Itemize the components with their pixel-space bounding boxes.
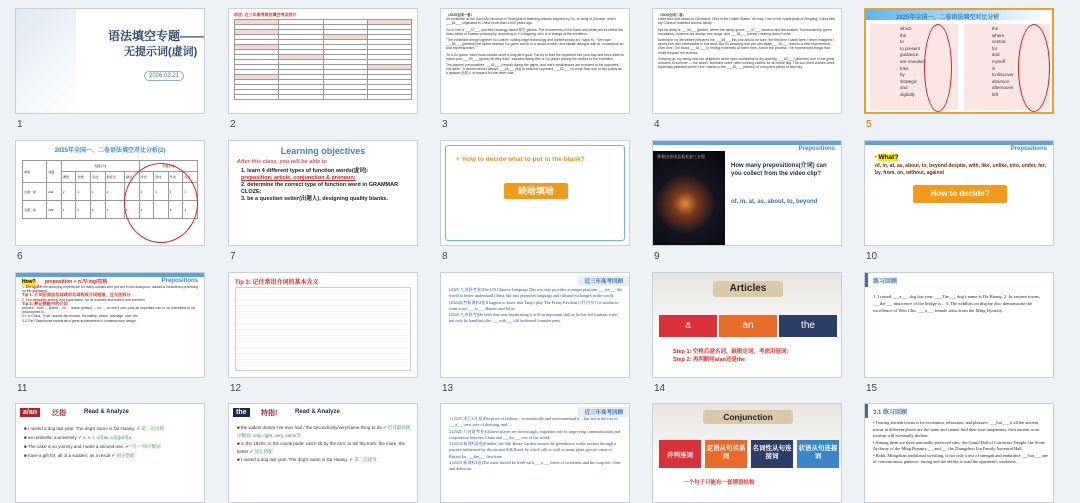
stats-table [234,19,412,100]
slide-body: ■ I raised a dog last year. The dog's name is Da Huang. ✔ 第一次出现 ■ an umbrella; a university ✔ a, e, i, o用an; u发/ju/用a ■ The cake is so yummy and I want a second one. ✔ "另一"的序数词 ■ have a gift for; all of a sudden; as a result ✔ 固定搭配 [24,426,164,458]
slide-title: 近三年高考回顾 [578,407,629,417]
slide-number: 4 [654,119,660,130]
slide-thumbnail-3[interactable]: （2025全国一卷） An exhibition at the Jiuzhi Art Museum in Shanghai is featuring artwork inspired by Go, or weiqi in Chinese, which ___56___ originated in China more than 4,000 years ago. Go is one of ___57___ (ancient) strategy-based 棋类 games. The movements of the black and white pieces reflect the basic ideas of Eastern philosophy, according to Yu Ningning, who is in charge of the exhibition. "The exhibition brings together Go culture, cutting-edge technology and contemporary art," says Yu. "We hope ___58___ (present) the rather abstract Go game and AI in a visual context, and initiate dialogue with AI, conceptual art and expressionism." "In a Go game, each move should serve a long-term goal. You try to lead the opponent into your trap and force them to follow your ___59___ (guide) till they lead," explains Wang Wei, a Go player among the visitors to the exhibition. The players' personalities ___60___ (reveal) during the game, and one's weaknesses are exposed to the opponent," she adds. "A decent winner always ___61___ (try) to beat the opponent ___62___ no more than one or two points as a gesture 他展示 of respect for the other side." [440,8,630,114]
answer-list-left: which the to to present guidance are revealed tries by strategic and digitally [900,26,926,97]
slide-button: 缺啥填啥 [504,183,568,199]
slide-thumbnail-11[interactable] [15,272,205,378]
slide-thumbnail-13[interactable] [440,272,630,378]
slide-number: 1 [17,119,23,130]
video-caption: 带着这首诗去看长安三万里 [657,154,705,159]
slide-thumbnail-2[interactable] [228,8,418,114]
slide-steps: Step 1: 空格后是名词，缺限定词，考虑用冠词; Step 2: 再判断用a/an还是the [673,349,789,363]
slide-number: 10 [866,251,878,262]
slide-title: Tip 3: 记住常用介词的基本含义 [235,280,319,286]
video-still [653,151,725,246]
slide-title: 泛指 [52,410,66,417]
slide-title: 3.1 练习回顾 [873,410,908,416]
slide-thumbnail-17[interactable] [228,403,418,503]
slide-question: How many prepositions(介词) can you collect from the video clip? [731,163,827,177]
slide-subtitle: Read & Analyze [295,409,340,415]
slide-title: 近三年高考回顾 [578,276,629,286]
answer-list-right: the where central for and myself is to discover absence afternoons left [992,26,1014,97]
slide-number: 6 [17,251,23,262]
slide-number: 14 [654,383,666,394]
slide-body: 1.(2025·浙江1月卷)The price of fashion – economically and environmentally – has led to the rise of ___a___ new way of dressing, and … 2.(2025·九省联考卷)Chinese player are increasingly important role in improving communication and cooperation between China and ___the___ rest of the world. 3.(2024·新课标II卷)Further, the Silk Route Garden around the greenhouse walks visitors through a journey influenced by the ancient Silk Road, by which silk as well as many plant species came to Britain for ___the___ first time. 4.(2023·新课标I卷)The meal should be fresh with ___a___ touch of sweetness and the soup hot, clear and delicious. [449,416,621,472]
slide-question: ✦ How to decide what to put in the blank? [455,156,585,163]
passage-text: An exhibition at the Jiuzhi Art Museum in Shanghai is featuring artwork inspired by Go, or weiqi in Chinese, which ___56___ originated in China more than 4,000 years ago. [446,17,616,26]
slide-thumbnail-9[interactable] [652,140,842,246]
slide-number: 7 [230,251,236,262]
slide-thumbnail-20[interactable] [864,403,1054,503]
top-bar [653,141,841,145]
highlight-ellipse [924,24,952,112]
analysis-table: 卷别 词数 有提示词 无提示词 谓语 非谓 名词 形容词 副词 介词 冠词 代词 连词 全国一卷 244 2 1 1 2 1 1 1 1 全国二卷 229 1 2 1 1 1 1 2 1 [22,160,198,219]
slide-number: 8 [442,251,448,262]
top-bar [865,141,1053,145]
slide-thumbnail-7[interactable] [228,140,418,246]
slide-title: Learning objectives [280,146,366,156]
accent-bar [865,404,868,418]
slide-heading: 语法: 近三年高考语法填空考点统计 [234,12,297,17]
slide-thumbnail-12[interactable] [228,272,418,378]
slide-title: 2025年全国一、二卷语法填空对比分析 [896,15,1000,21]
slide-label: Prepositions [1010,146,1047,152]
slide-label: Prepositions [798,146,835,152]
slide-thumbnail-16[interactable] [15,403,205,503]
conjunction-type: 并列连词 [659,440,701,468]
slide-tag: a/an [20,408,40,417]
slide-button: How to decide? [913,185,1007,203]
slide-thumbnail-1[interactable] [15,8,205,114]
slide-heading: （2025全国二卷） [658,13,686,17]
slide-subtitle: Read & Analyze [84,409,129,415]
slide-number: 11 [17,383,28,394]
slide-title-line2: 无提示词(虚词) [124,46,198,58]
passage-text: I was born and raised in Cleveland, Ohio in the United States. Yet now, I live in the countryside of Zhejiang, China with my Chinese husband and his family. [658,17,835,26]
conjunction-type: 状语从句连接词 [797,440,839,468]
slide-title: 特指! [261,410,278,417]
slide-number: 15 [866,383,878,394]
article-a: a [659,315,717,337]
top-bar [16,273,204,277]
highlight-ellipse [124,163,198,243]
slide-body: (2025·九省联考卷)The UN Chinese Language Day not only provides a unique platform ___for___ the world to better understand China, but also promotes language and cultural exchanges in the world. (2024高考新课标I卷)I happen to know that Tang's play The Peony Pavilion (《牡丹亭》) is similar in some ways ___to___ Romeo and Juliet. (2024·九省联考)He feels that neat handwriting is still an important skill,as he has led students write not only by hand but also ___with___ old fashioned fountain pens. [449,287,623,324]
slide-thumbnail-18[interactable] [440,403,630,503]
slide-thumbnail-8[interactable] [440,140,630,246]
slide-body: ■ the widest dream I've ever had / the second/only/very/same thing to do ✔ 形容最高级, 序数词, only, right, very, same等 ■ in the 1920s; in the countryside; catch sb by the arm; to tell the truth; the more, the better ✔ 固定搭配 ■ I raised a dog last year. The dog's name is Da Huang. ✔ 第二次提及 [237,425,412,462]
slide-body: 1. I raised ___a___ dog last year. ___The___ dog's name is Da Huang. 2. In ancient towns, ___the___ innocence of the bridge is... 3. The exhibits on display also demonstrate the excellence of Wen Chu, ___a___ female artist from the Ming Dynasty. [873,294,1041,313]
slide-thumbnail-14[interactable] [652,272,842,378]
conjunction-type: 名词性从句连接词 [751,440,793,468]
objectives: 1. learn 4 different types of function words(虚词): preposition, article, conjunction & pronoun; 2. determine the correct type of function word in GRAMMAR CLOZE; 3. be a question setter(出题人), designing quality blanks. [241,168,399,202]
slide-thumbnail-15[interactable] [864,272,1054,378]
what-heading: ✦What? [873,154,899,161]
slide-body: • Touring ancient towns is for recreation, relaxation, and pleasure, ___but___ if all the ancient towns in different places are the same and cannot find their own uniqueness, then ancient town tourism will eventually decline. • Among them are three nationally protected sites: the Grand Hall of Confucius Temple, the Stone Archway of the Ming Dynasty ___and___ the Zhangzhou Lin Family Ancestral Hall. • Bokh, Mongolian traditional wrestling, is not only a test of strength and endurance ___but___ one of concentration, patience, timing and the ability to read the opponent's weakness. [873,420,1049,464]
slide-date: 2026.03.21 [144,71,184,81]
slide-tag: the [233,408,250,417]
slide-thumbnail-6[interactable] [15,140,205,246]
puzzle-icon: ✦ [873,154,879,161]
slide-title: Articles [713,281,783,297]
how-heading: How? preposition + n./V-ing/宾格 [22,279,108,285]
preposition-list: of, in, at, as, about, to, beyond despite, with, like, unlike, into, under, for, by, from, on, without, against [875,163,1046,176]
slide-thumbnail-4[interactable]: （2025全国二卷） I was born and raised in Cleveland, Ohio in the United States. Yet now, I live in the countryside of Zhejiang, China with my Chinese husband and his family. Not far away is ___56___ garden, where the family grows ___57___ bamboo and tea bushes. Surrounded by green mountains, chickens are always free-range, and ___58___ (center) heating doesn't exist. Nothing in my life before prepared me ___59___ this one-and-to be sure, the first time I came here I never imagined I would ever feel comfortable in this area. But it's amazing how you can adapt ___60___ learn in a new environment. Over time, I've found ___61___ (I) feeling extremely at home here. And in the process, I've experienced things that really surprise me at times. Growing up, my family and our neighbors never used clothesline to dry clothing, ___62___ (discover) one of the great wonders of summer — the sweet "sunshine scent" after sunning clothes for an entire day. The sun-dried clothes smell especially pleasant where I live, thanks to the ___63___ (absent) of smog and plenty of blue sky. [652,8,842,114]
slide-thumbnail-5[interactable] [864,8,1054,114]
slide-number: 9 [654,251,660,262]
article-an: an [719,315,777,337]
slide-answer: of, in, at, as, about, to, beyond [731,199,818,205]
slide-number: 5 [866,119,872,130]
slide-number: 3 [442,119,448,130]
accent-bar [865,273,868,287]
slide-body: 1. Despite the annoying experience for many tourists who got wet in the downpour, rainfall is considered promising on the grassland. Tip 1: 介词后面加名词或动名词构成介词短语，且无法拆分 2. Tom between anxiety and expectation, so he frowned and smiled now and then. Tip 2: 熟记搭配中的介词 prevent…from…, spend… on…, thank (praise) … for…, on one's own, play an important role in, be interested in, be accustomed to… 3.1 In China, "Knot" stands for reunion, friendship, peace, marriage, love, etc. 3.2 The Glasshouse stands as a great achievement in contemporary design. [22,284,199,323]
slide-number: 12 [230,383,242,394]
slide-decoration [16,9,76,114]
slide-heading: （2025全国一卷） [446,13,474,17]
puzzle-icon: ✦ [455,156,461,163]
slide-subtitle: After this class, you will be able to [237,159,327,165]
slide-number: 2 [230,119,236,130]
slide-note: 一个句子只能有一套谓语结构 [683,480,755,486]
slide-number: 13 [442,383,454,394]
slide-label: Prepositions [161,278,198,284]
slide-title-line1: 语法填空专题—— [108,29,205,43]
preposition-meanings-table [235,287,411,371]
slide-thumbnail-10[interactable] [864,140,1054,246]
conjunction-type: 定语从句关系词 [705,440,747,468]
slide-title: 练习回顾 [873,279,898,285]
article-the: the [779,315,837,337]
slide-title: 2025年全国一、二卷语法填空对比分析(2) [54,148,166,154]
slide-title: Conjunction [703,410,793,424]
highlight-ellipse [1018,24,1050,112]
slide-thumbnail-19[interactable] [652,403,842,503]
